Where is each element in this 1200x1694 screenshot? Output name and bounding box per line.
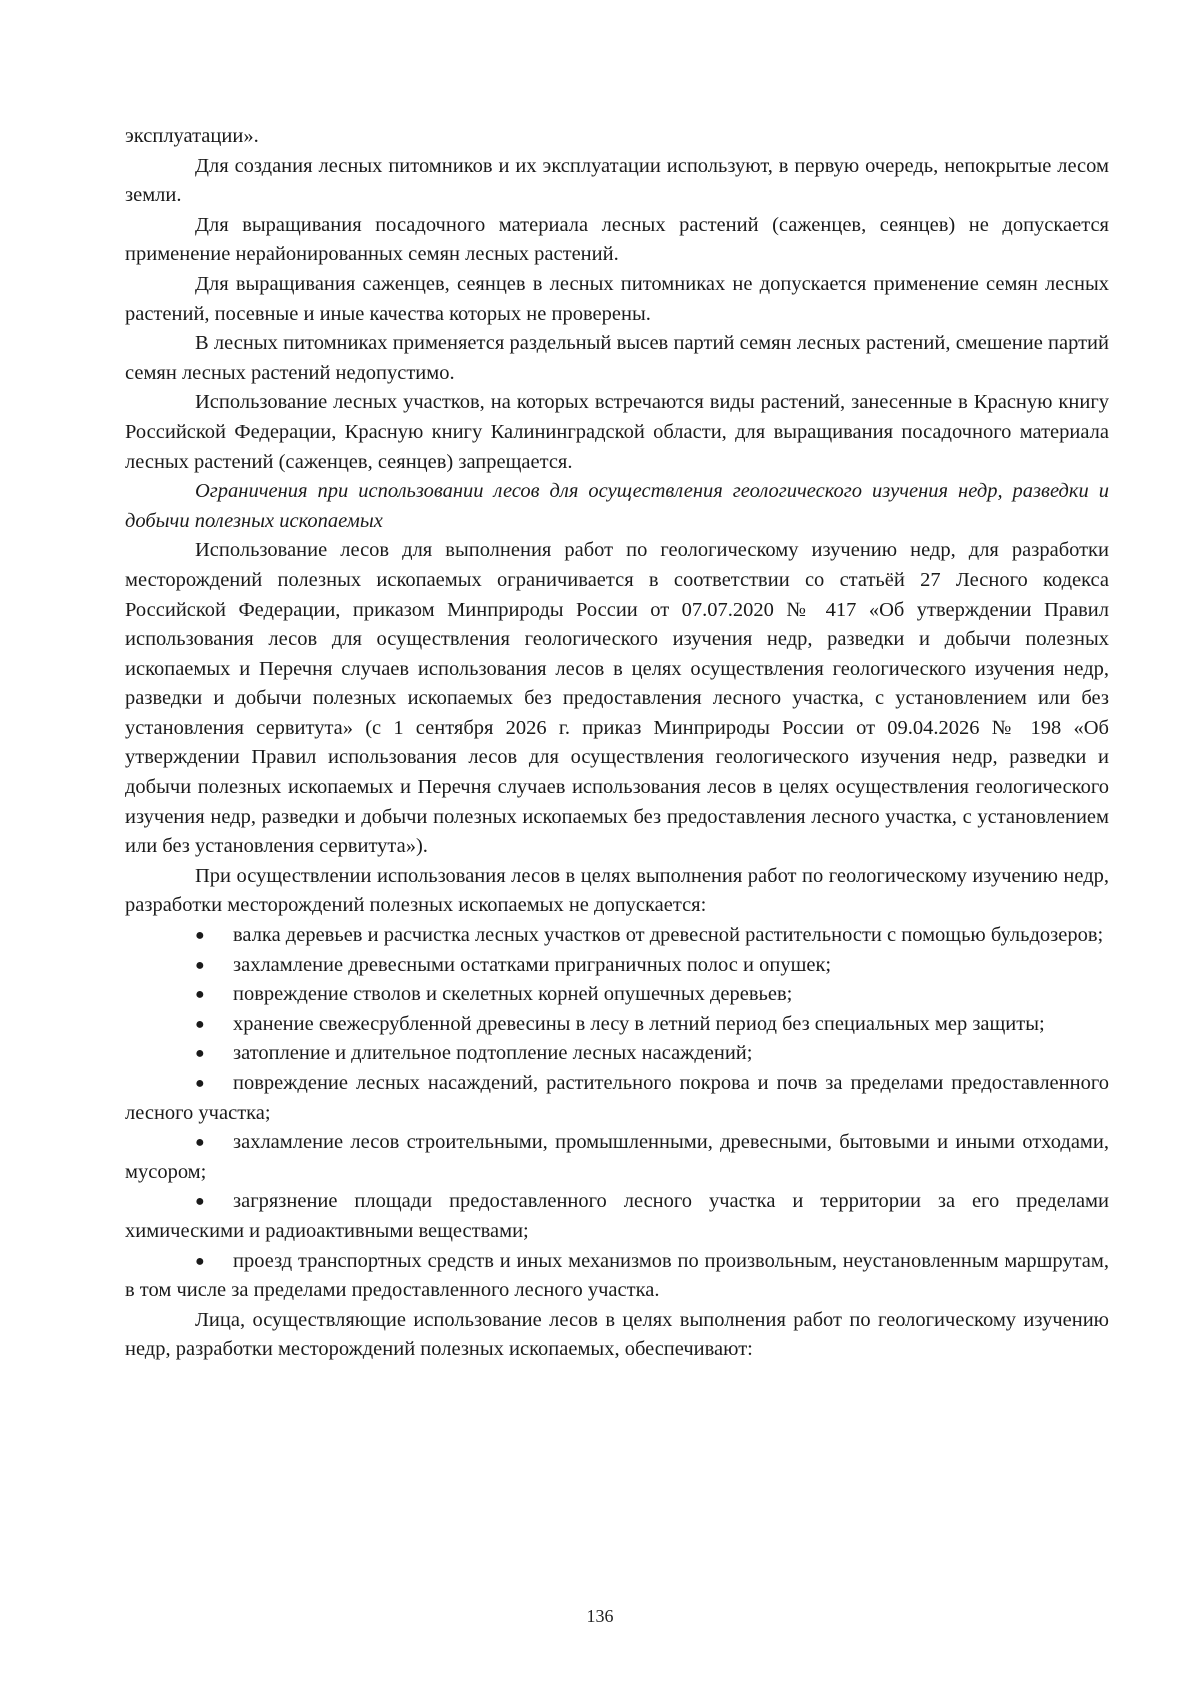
bullet-icon: ● bbox=[195, 1075, 205, 1092]
bullet-icon: ● bbox=[195, 1015, 205, 1033]
bullet-item bbox=[125, 980, 1109, 1010]
section-heading: Ограничения при использовании лесов для осуществления геологического изучения недр, разведки и добычи полезных ископаемых bbox=[125, 480, 1109, 532]
bullet-text: повреждение лесных насаждений, растительного покрова и почв за пределами предоставленного лесного участка; bbox=[125, 1072, 1109, 1124]
bullet-text: хранение свежесрубленной древесины в лесу в летний период без специальных мер защиты; bbox=[233, 1012, 1045, 1035]
bullet-icon: ● bbox=[195, 1193, 205, 1211]
bullet-text: загрязнение площади предоставленного лесного участка и территории за его пределами химическими и радиоактивными веществами; bbox=[125, 1190, 1109, 1242]
paragraph: Использование лесов для выполнения работ по геологическому изучению недр, для разработки месторождений полезных ископаемых ограничивается в соответствии со статьёй 27 Лесного кодекса Российской Федерации, приказом Минприроды России от 07.07.2020 № 417 «Об утверждении Правил использования лесов для осуществления геологического изучения недр, разведки и добычи полезных ископаемых и Перечня случаев использования лесов в целях осуществления геологического изучения недр, разведки и добычи полезных ископаемых без предоставления лесного участка, с установлением или без установления сервитута» (с 1 сентября 2026 г. приказ Минприроды России от 09.04.2026 № 198 «Об утверждении Правил использования лесов для осуществления геологического изучения недр, разведки и добычи полезных ископаемых и Перечня случаев использования лесов в целях осуществления геологического изучения недр, разведки и добычи полезных ископаемых без предоставления лесного участка, с установлением или без установления сервитута»). bbox=[125, 539, 1109, 858]
paragraph: Для выращивания саженцев, сеянцев в лесных питомниках не допускается применение семян лесных растений, посевные и иные качества которых не проверены. bbox=[125, 272, 1109, 325]
bullet-text: повреждение стволов и скелетных корней опушечных деревьев; bbox=[233, 983, 793, 1006]
page-number: 136 bbox=[586, 1606, 614, 1626]
bullet-text: захламление древесными остатками приграничных полос и опушек; bbox=[233, 953, 832, 976]
bullet-icon: ● bbox=[195, 956, 205, 974]
bullet-item bbox=[125, 951, 1109, 981]
bullet-icon: ● bbox=[195, 986, 205, 1004]
bullet-text: захламление лесов строительными, промышленными, древесными, бытовыми и иными отходами, мусором; bbox=[125, 1131, 1109, 1183]
bullet-text: валка деревьев и расчистка лесных участков от древесной растительности с помощью бульдозеров; bbox=[233, 924, 1104, 947]
bullet-item bbox=[125, 921, 1109, 951]
bullet-item bbox=[125, 1069, 1109, 1128]
bullet-text: проезд транспортных средств и иных механизмов по произвольным, неустановленным маршрутам, в том числе за пределами предоставленного лесного участка. bbox=[125, 1249, 1109, 1302]
bullet-item bbox=[125, 1010, 1109, 1040]
bullet-icon: ● bbox=[195, 1252, 205, 1270]
bullet-text: затопление и длительное подтопление лесных насаждений; bbox=[233, 1042, 753, 1065]
paragraph: При осуществлении использования лесов в целях выполнения работ по геологическому изучению недр, разработки месторождений полезных ископаемых не допускается: bbox=[125, 864, 1109, 917]
paragraph: Для выращивания посадочного материала лесных растений (саженцев, сеянцев) не допускается применение нерайонированных семян лесных растений. bbox=[125, 213, 1109, 266]
document-body bbox=[125, 122, 1109, 1365]
bullet-icon: ● bbox=[195, 1045, 205, 1063]
bullet-item bbox=[125, 1247, 1109, 1306]
bullet-item bbox=[125, 1187, 1109, 1246]
paragraph: эксплуатации». bbox=[125, 125, 259, 147]
paragraph: Использование лесных участков, на которых встречаются виды растений, занесенные в Красную книгу Российской Федерации, Красную книгу Калининградской области, для выращивания посадочного материала лесных растений (саженцев, сеянцев) запрещается. bbox=[125, 391, 1109, 473]
bullet-item bbox=[125, 1039, 1109, 1069]
bullet-icon: ● bbox=[195, 1134, 205, 1152]
paragraph: Для создания лесных питомников и их эксплуатации используют, в первую очередь, непокрытые лесом земли. bbox=[125, 154, 1109, 207]
paragraph: Лица, осуществляющие использование лесов в целях выполнения работ по геологическому изучению недр, разработки месторождений полезных ископаемых, обеспечивают: bbox=[125, 1308, 1109, 1361]
paragraph: В лесных питомниках применяется раздельный высев партий семян лесных растений, смешение партий семян лесных растений недопустимо. bbox=[125, 332, 1109, 384]
bullet-item bbox=[125, 1128, 1109, 1187]
bullet-icon: ● bbox=[195, 927, 205, 945]
